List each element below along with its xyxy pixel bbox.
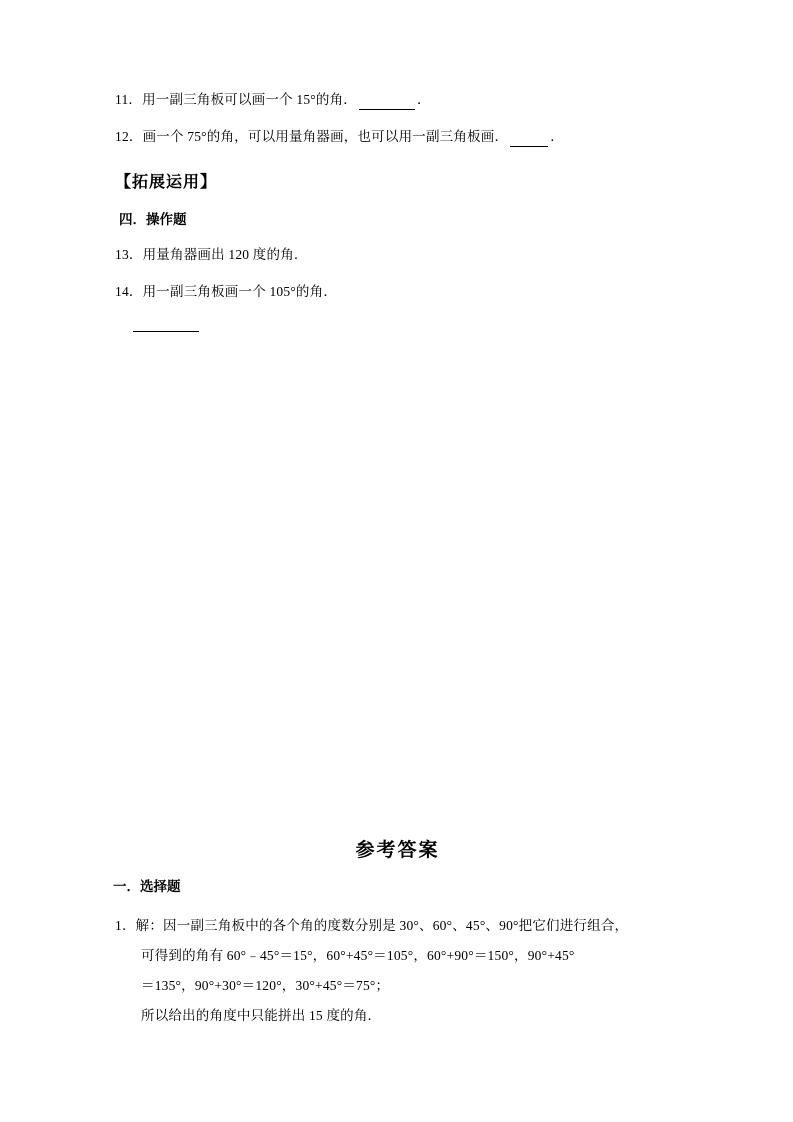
question-item bbox=[115, 127, 680, 147]
answers-body bbox=[115, 875, 685, 1031]
section-title: 【拓展运用】 bbox=[115, 172, 218, 191]
question-text-end: ． bbox=[550, 129, 564, 144]
question-text: 用一副三角板画一个 105°的角． bbox=[142, 284, 338, 299]
question-item bbox=[115, 90, 680, 110]
answer-blank[interactable] bbox=[133, 321, 199, 332]
question-item bbox=[115, 282, 680, 302]
answers-title: 参考答案 bbox=[355, 839, 440, 861]
question-text-end: ． bbox=[416, 92, 431, 107]
answer-line: 1．解：因一副三角板中的各个角的度数分别是 30°、60°、45°、90°把它们进行组合， bbox=[115, 918, 629, 933]
answer-blank[interactable] bbox=[359, 96, 415, 110]
question-item bbox=[115, 245, 680, 265]
question-number: 12． bbox=[115, 129, 143, 144]
question-text: 画一个 75°的角，可以用量角器画，也可以用一副三角板画． bbox=[142, 129, 509, 144]
answer-line: 所以给出的角度中只能拼出 15 度的角． bbox=[141, 1008, 382, 1023]
answers-sub-head: 一．选择题 bbox=[113, 879, 181, 895]
document-content bbox=[113, 90, 680, 1023]
sub-section-title: 四．操作题 bbox=[119, 212, 187, 228]
answer-line: 可得到的角有 60°﹣45°＝15°，60°+45°＝105°，60°+90°＝150°，90°+45° bbox=[141, 948, 575, 963]
question-number: 14． bbox=[115, 284, 143, 299]
question-text: 用一副三角板可以画一个 15°的角． bbox=[142, 92, 357, 107]
question-text: 用量角器画出 120 度的角． bbox=[142, 247, 308, 262]
answer-line: ＝135°，90°+30°＝120°，30°+45°＝75°； bbox=[141, 978, 390, 993]
answer-blank-row bbox=[133, 319, 680, 337]
question-number: 11． bbox=[115, 92, 143, 107]
question-number: 13． bbox=[115, 247, 143, 262]
answer-blank[interactable] bbox=[510, 133, 548, 147]
